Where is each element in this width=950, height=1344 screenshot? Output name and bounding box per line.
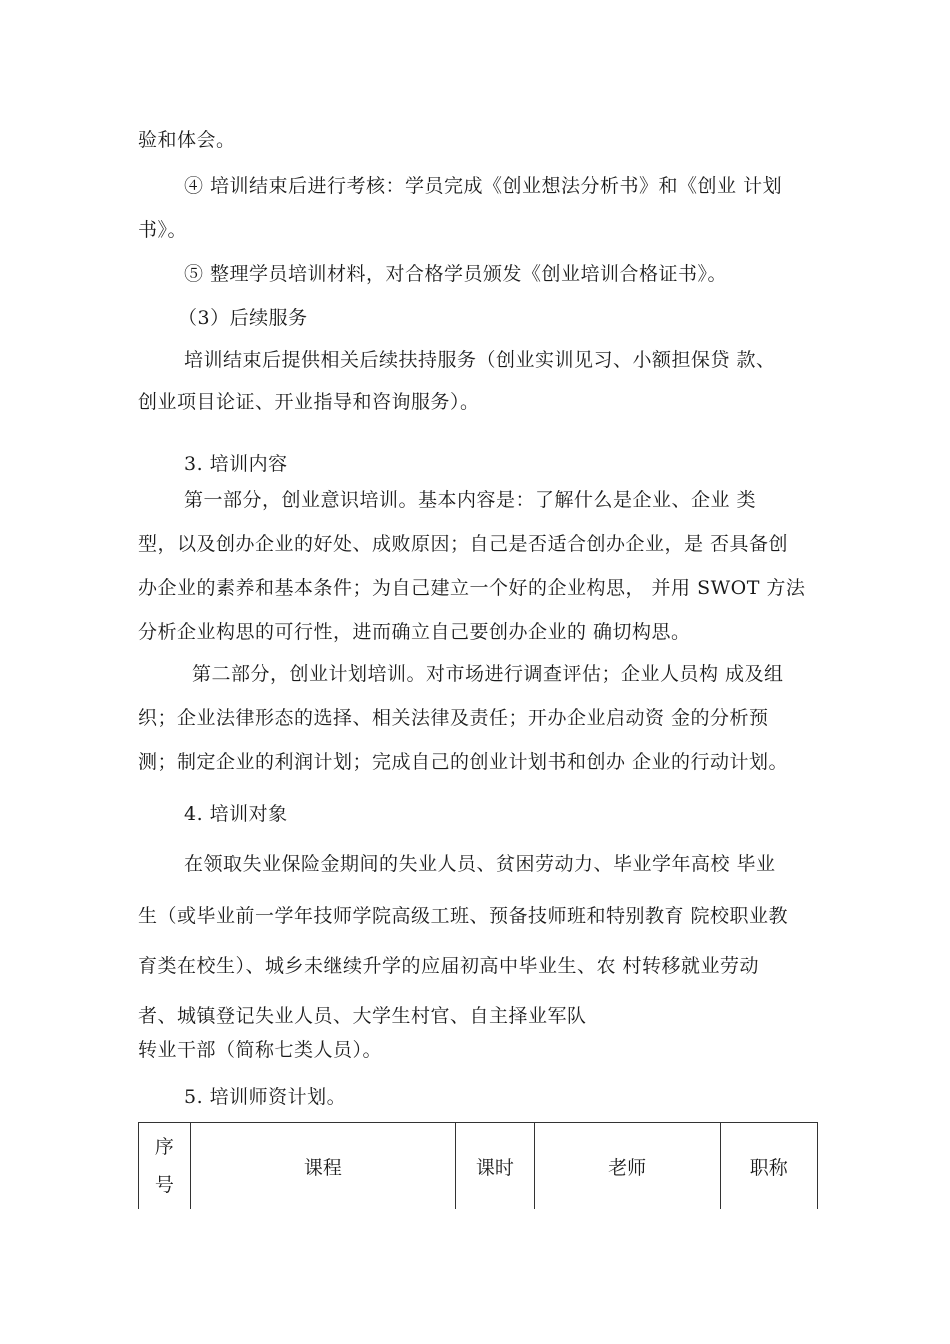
paragraph-line: 者、城镇登记失业人员、大学生村官、自主择业军队: [138, 1005, 587, 1027]
header-seq-bottom: 号: [154, 1174, 174, 1196]
table-header-row: [139, 1123, 818, 1210]
section-heading: 5. 培训师资计划。: [184, 1086, 347, 1108]
staff-plan-table: [138, 1122, 818, 1209]
paragraph-line: 办企业的素养和基本条件；为自己建立一个好的企业构思， 并用 SWOT 方法: [138, 577, 806, 599]
paragraph-line: 测；制定企业的利润计划；完成自己的创业计划书和创办 企业的行动计划。: [138, 751, 789, 773]
paragraph-line: 织；企业法律形态的选择、相关法律及责任；开办企业启动资 金的分析预: [138, 707, 769, 729]
paragraph-line: 分析企业构思的可行性，进而确立自己要创办企业的 确切构思。: [138, 621, 691, 643]
header-seq: [139, 1123, 191, 1210]
paragraph-line: 第一部分，创业意识培训。基本内容是：了解什么是企业、企业 类: [184, 489, 757, 511]
section-heading: 4. 培训对象: [184, 803, 288, 825]
paragraph-line: 第二部分，创业计划培训。对市场进行调查评估；企业人员构 成及组: [192, 663, 784, 685]
paragraph-line: 生（或毕业前一学年技师学院高级工班、预备技师班和特别教育 院校职业教: [138, 905, 789, 927]
paragraph-line: 验和体会。: [138, 129, 236, 151]
paragraph-line: 在领取失业保险金期间的失业人员、贫困劳动力、毕业学年高校 毕业: [184, 853, 776, 875]
paragraph-line: 创业项目论证、开业指导和咨询服务）。: [138, 391, 480, 413]
paragraph-line: 育类在校生）、城乡未继续升学的应届初高中毕业生、农 村转移就业劳动: [138, 955, 760, 977]
header-title: 职称: [720, 1123, 818, 1210]
header-hours: 课时: [456, 1123, 535, 1210]
paragraph-line: 培训结束后提供相关后续扶持服务（创业实训见习、小额担保贷 款、: [184, 349, 776, 371]
header-course: 课程: [190, 1123, 455, 1210]
header-teacher: 老师: [534, 1123, 720, 1210]
section-heading: （3）后续服务: [178, 307, 308, 329]
section-heading: 3. 培训内容: [184, 453, 288, 475]
paragraph-line: ⑤ 整理学员培训材料，对合格学员颁发《创业培训合格证书》。: [184, 263, 728, 285]
paragraph-line: 型，以及创办企业的好处、成败原因；自己是否适合创办企业，是 否具备创: [138, 533, 789, 555]
paragraph-line: 书》。: [138, 219, 188, 241]
header-seq-top: 序: [154, 1136, 174, 1158]
paragraph-line: ④ 培训结束后进行考核：学员完成《创业想法分析书》和《创业 计划: [184, 175, 783, 197]
paragraph-line: 转业干部（简称七类人员）。: [138, 1039, 383, 1061]
